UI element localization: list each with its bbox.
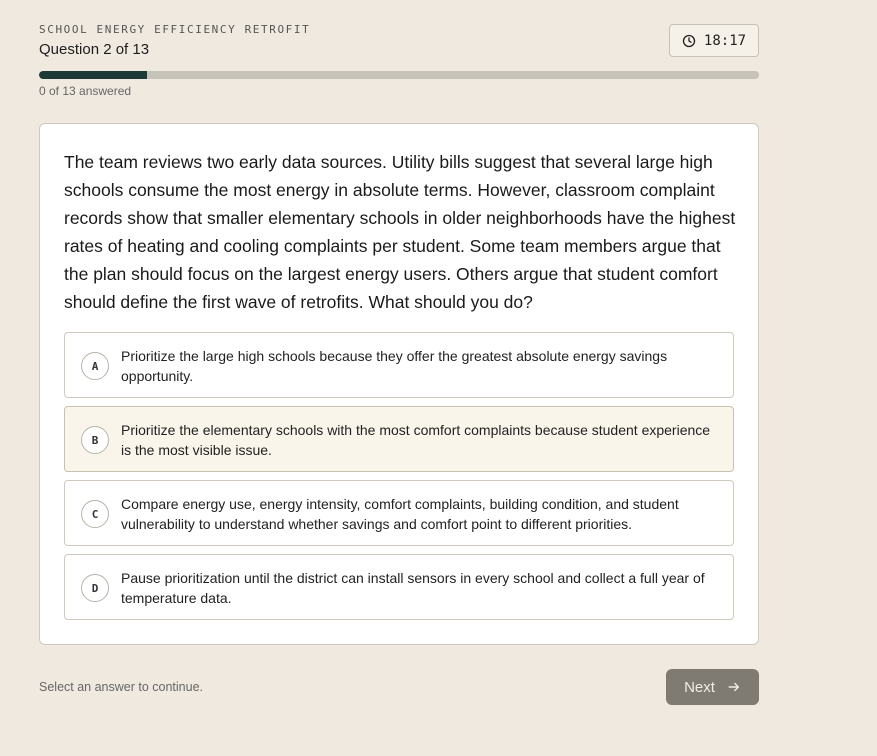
- option-letter: B: [81, 426, 109, 454]
- option-letter: C: [81, 500, 109, 528]
- option-text: Pause prioritization until the district can install sensors in every school and collect a full year of temperature data.: [121, 570, 705, 606]
- clock-icon: [682, 34, 696, 48]
- option-text: Prioritize the elementary schools with the most comfort complaints because student experience is the most visible issue.: [121, 422, 711, 458]
- select-hint: Select an answer to continue.: [39, 680, 203, 694]
- progress-fill: [39, 71, 147, 79]
- option-d[interactable]: [64, 554, 734, 620]
- timer-value: 18:17: [703, 32, 747, 49]
- question-card: [39, 123, 759, 645]
- option-letter: D: [81, 574, 109, 602]
- answered-count: 0 of 13 answered: [39, 84, 132, 98]
- question-prompt: The team reviews two early data sources. Utility bills suggest that several large high schools consume the most energy in absolute terms. However, classroom complaint records show that smaller elementary schools in older neighborhoods have the highest rates of heating and cooling complaints per student. Some team members argue that the plan should focus on the largest energy users. Others argue that student comfort should define the first wave of retrofits. What should you do?: [64, 152, 736, 312]
- question-counter: Question 2 of 13: [39, 41, 150, 58]
- progress-bar: [39, 71, 759, 79]
- option-b[interactable]: [64, 406, 734, 472]
- option-a[interactable]: [64, 332, 734, 398]
- option-text: Prioritize the large high schools because they offer the greatest absolute energy savings opportunity.: [121, 348, 668, 384]
- timer: [669, 24, 759, 57]
- next-button[interactable]: [666, 669, 759, 705]
- option-c[interactable]: [64, 480, 734, 546]
- next-button-label: Next: [684, 678, 715, 696]
- option-letter: A: [81, 352, 109, 380]
- section-eyebrow: SCHOOL ENERGY EFFICIENCY RETROFIT: [39, 23, 311, 36]
- option-text: Compare energy use, energy intensity, comfort complaints, building condition, and student vulnerability to understand whether savings and comfort point to different priorities.: [121, 496, 679, 532]
- arrow-right-icon: [727, 680, 741, 694]
